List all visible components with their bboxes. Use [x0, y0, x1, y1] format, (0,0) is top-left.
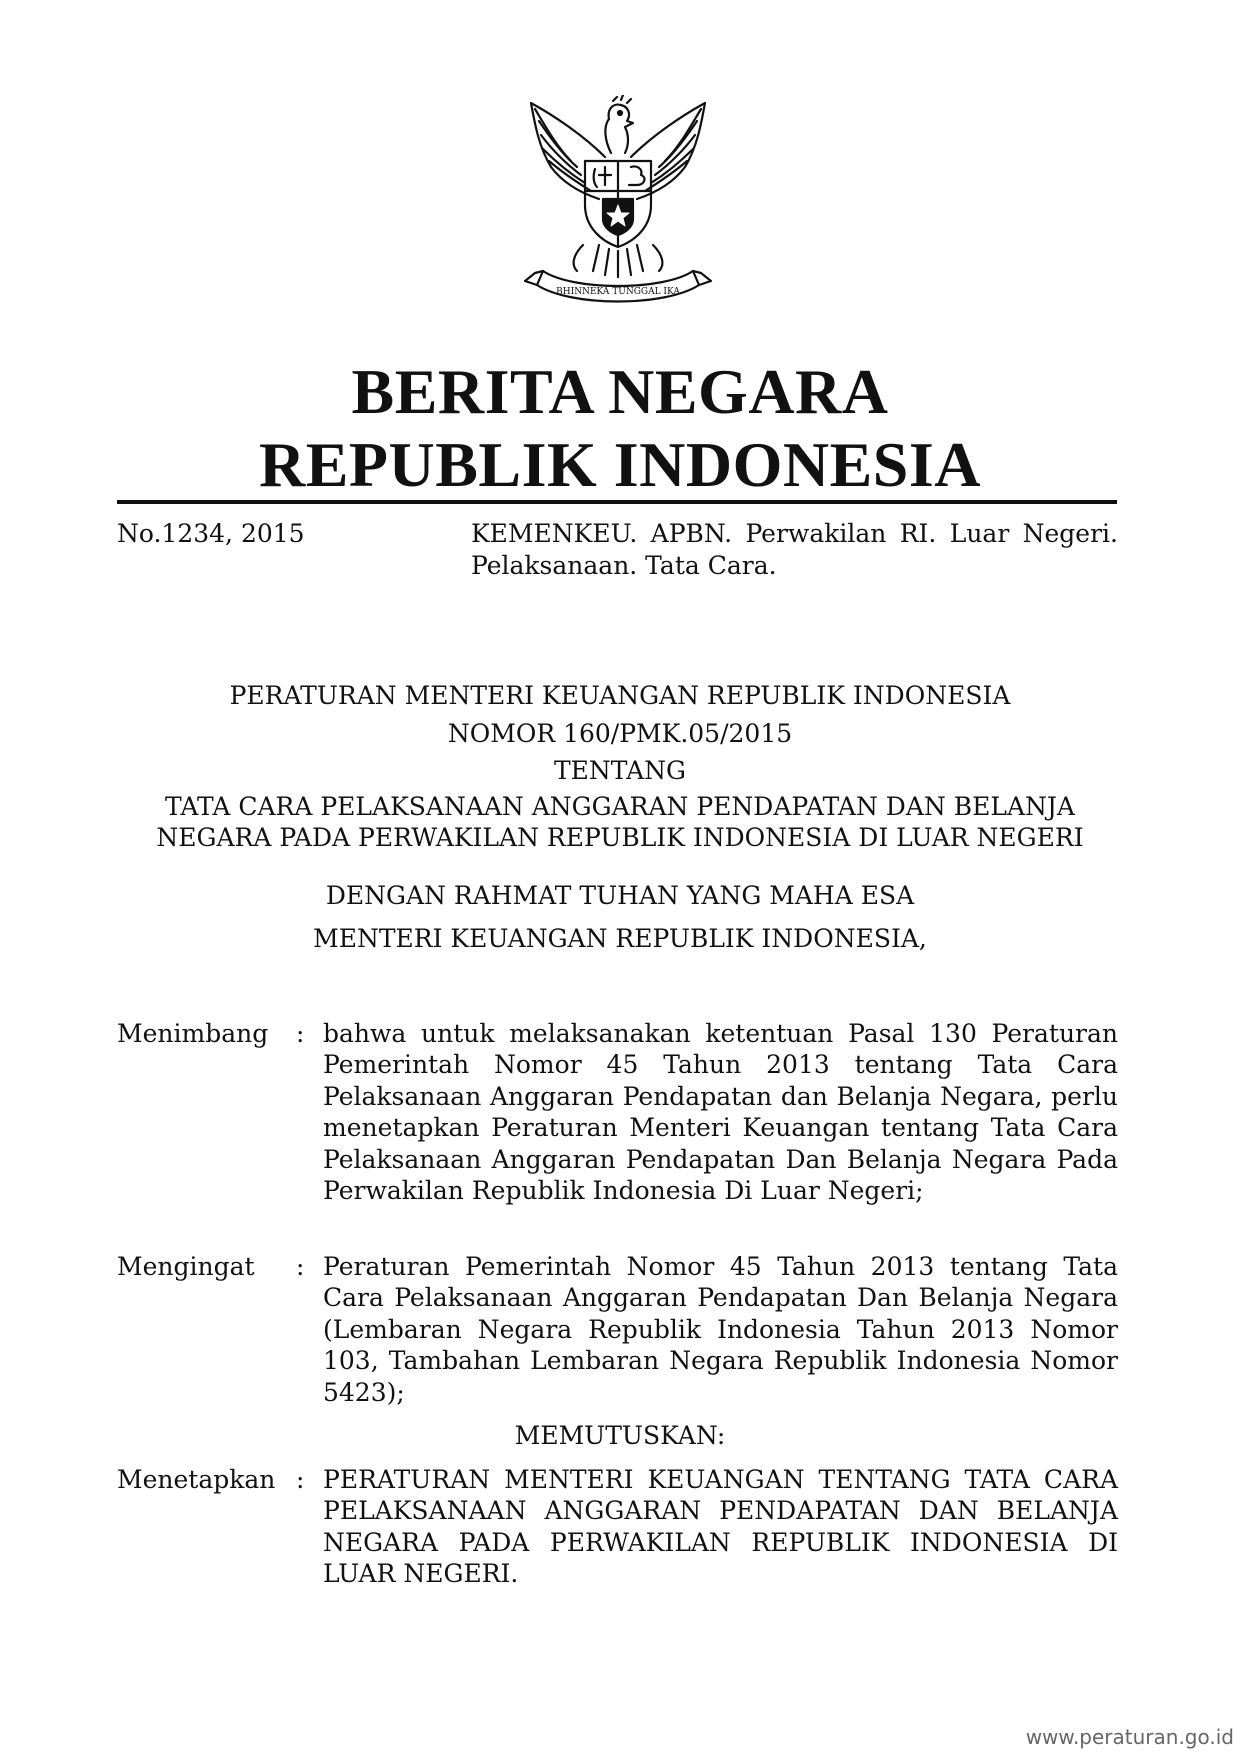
title-line-1: PERATURAN MENTERI KEUANGAN REPUBLIK INDONESIA	[229, 681, 1011, 710]
header-divider	[117, 500, 1117, 504]
mengingat-label: Mengingat	[117, 1252, 255, 1281]
menimbang-label: Menimbang	[117, 1019, 269, 1048]
preamble-line-1: DENGAN RAHMAT TUHAN YANG MAHA ESA	[325, 881, 915, 910]
menetapkan-colon: :	[296, 1465, 305, 1494]
garuda-emblem-icon	[513, 95, 723, 310]
footer-url[interactable]: www.peraturan.go.id	[1025, 1725, 1234, 1749]
masthead-line-2: REPUBLIK INDONESIA	[258, 429, 982, 500]
preamble-line-2: MENTERI KEUANGAN REPUBLIK INDONESIA,	[313, 924, 927, 953]
title-number: NOMOR 160/PMK.05/2015	[447, 719, 793, 748]
menetapkan-text: PERATURAN MENTERI KEUANGAN TENTANG TATA CARA PELAKSANAAN ANGGARAN PENDAPATAN DAN BELANJA NEGARA PADA PERWAKILAN REPUBLIK INDONESIA DI LUAR NEGERI.	[323, 1465, 1118, 1589]
subject-line-2: Pelaksanaan. Tata Cara.	[471, 551, 777, 580]
memutuskan-heading: MEMUTUSKAN:	[514, 1421, 726, 1450]
mengingat-colon: :	[296, 1252, 305, 1281]
subject-line-1: KEMENKEU. APBN. Perwakilan RI. Luar Negeri.	[471, 519, 1118, 548]
gazette-number: No.1234, 2015	[117, 519, 305, 548]
title-subject-line-2: NEGARA PADA PERWAKILAN REPUBLIK INDONESIA DI LUAR NEGERI	[156, 823, 1084, 852]
mengingat-text: Peraturan Pemerintah Nomor 45 Tahun 2013 tentang Tata Cara Pelaksanaan Anggaran Pendapatan Dan Belanja Negara (Lembaran Negara Republik Indonesia Tahun 2013 Nomor 103, Tambahan Lembaran Negara Republik Indonesia Nomor 5423);	[323, 1252, 1118, 1407]
masthead-line-1: BERITA NEGARA	[351, 356, 889, 427]
menetapkan-label: Menetapkan	[117, 1465, 276, 1494]
gazette-subject	[471, 518, 1118, 582]
menimbang-text: bahwa untuk melaksanakan ketentuan Pasal 130 Peraturan Pemerintah Nomor 45 Tahun 2013 tentang Tata Cara Pelaksanaan Anggaran Pendapatan dan Belanja Negara, perlu menetapkan Peraturan Menteri Keuangan tentang Tata Cara Pelaksanaan Anggaran Pendapatan Dan Belanja Negara Pada Perwakilan Republik Indonesia Di Luar Negeri;	[323, 1019, 1118, 1206]
title-subject-line-1: TATA CARA PELAKSANAAN ANGGARAN PENDAPATAN DAN BELANJA	[165, 792, 1075, 821]
emblem-motto: BHINNEKA TUNGGAL IKA	[556, 287, 680, 297]
menimbang-colon: :	[296, 1019, 305, 1048]
title-tentang: TENTANG	[553, 756, 686, 785]
